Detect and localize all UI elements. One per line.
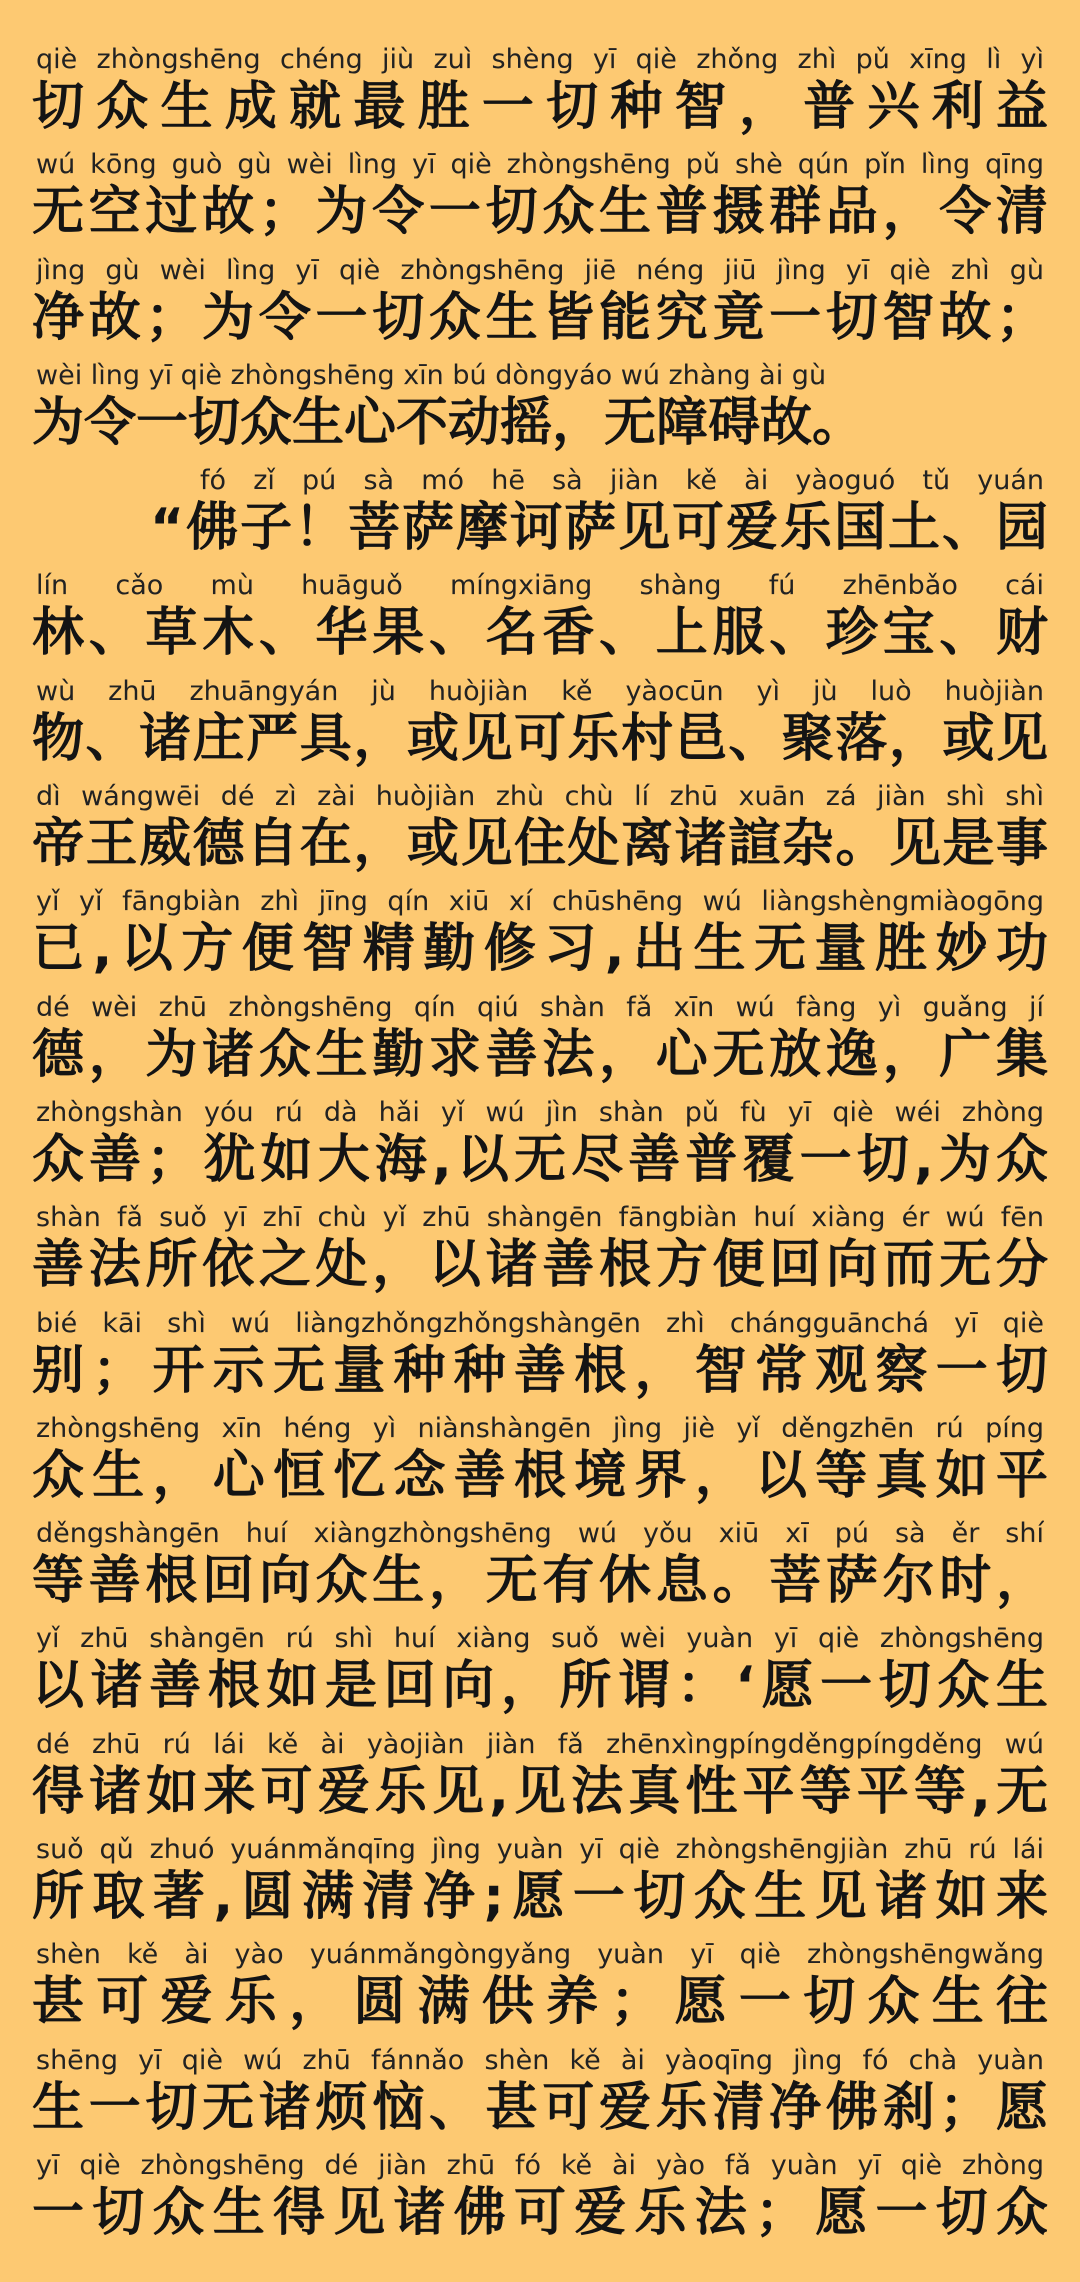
pinyin-annotation: suǒ qǔ zhuó yuánmǎnqīng jìng yuàn yī qiè zhòngshēngjiàn zhū rú lái xyxy=(36,1834,1044,1866)
text-line xyxy=(0,147,1080,252)
chinese-text: 为令一切众生心不动摇，无障碍故。 xyxy=(32,392,865,453)
chinese-text: 帝王威德自在，或见住处离诸諠杂。见是事 xyxy=(32,814,1048,875)
chinese-text: 无空过故；为令一切众生普摄群品，令清 xyxy=(32,182,1048,243)
pinyin-annotation: lín cǎo mù huāguǒ míngxiāng shàng fú zhēnbǎo cái xyxy=(36,570,1044,602)
pinyin-annotation: děngshàngēn huí xiàngzhòngshēng wú yǒu xiū xī pú sà ěr shí xyxy=(36,1518,1044,1550)
chinese-text: 德，为诸众生勤求善法，心无放逸，广集 xyxy=(32,1024,1048,1085)
text-line xyxy=(0,1095,1080,1200)
chinese-text: 已,以方便智精勤修习,出生无量胜妙功 xyxy=(32,919,1048,980)
pinyin-annotation: dé zhū rú lái kě ài yàojiàn jiàn fǎ zhēnxìngpíngděngpíngděng wú xyxy=(36,1728,1044,1760)
chinese-text: 净故；为令一切众生皆能究竟一切智故； xyxy=(32,287,1048,348)
pinyin-annotation: wèi lìng yī qiè zhòngshēng xīn bú dòngyáo wú zhàng ài gù xyxy=(36,359,827,391)
text-line xyxy=(0,2148,1080,2253)
text-line xyxy=(0,1621,1080,1726)
text-line xyxy=(0,674,1080,779)
chinese-text: 等善根回向众生，无有休息。菩萨尔时， xyxy=(32,1551,1048,1612)
text-line xyxy=(0,1727,1080,1832)
chinese-text: 以诸善根如是回向，所谓：‘愿一切众生 xyxy=(32,1656,1048,1717)
chinese-text: 物、诸庄严具，或见可乐村邑、聚落，或见 xyxy=(32,708,1048,769)
pinyin-annotation: yī qiè zhòngshēng dé jiàn zhū fó kě ài yào fǎ yuàn yī qiè zhòng xyxy=(36,2149,1044,2181)
text-line xyxy=(0,884,1080,989)
text-line xyxy=(0,1516,1080,1621)
text-line xyxy=(0,990,1080,1095)
text-line xyxy=(0,779,1080,884)
text-line xyxy=(0,2043,1080,2148)
text-line xyxy=(0,358,1080,463)
chinese-text: 所取著,圆满清净;愿一切众生见诸如来 xyxy=(32,1867,1048,1928)
chinese-text: 别；开示无量种种善根，智常观察一切 xyxy=(32,1340,1048,1401)
pinyin-annotation: dé wèi zhū zhòngshēng qín qiú shàn fǎ xīn wú fàng yì guǎng jí xyxy=(36,991,1044,1023)
text-line xyxy=(0,1200,1080,1305)
pinyin-annotation: jìng gù wèi lìng yī qiè zhòngshēng jiē néng jiū jìng yī qiè zhì gù xyxy=(36,254,1044,286)
pinyin-annotation: shèn kě ài yào yuánmǎngòngyǎng yuàn yī qiè zhòngshēngwǎng xyxy=(36,1939,1044,1971)
pinyin-annotation: zhòngshēng xīn héng yì niànshàngēn jìng jiè yǐ děngzhēn rú píng xyxy=(36,1412,1044,1444)
chinese-text: 林、草木、华果、名香、上服、珍宝、财 xyxy=(32,603,1048,664)
pinyin-annotation: bié kāi shì wú liàngzhǒngzhǒngshàngēn zhì chángguānchá yī qiè xyxy=(36,1307,1044,1339)
chinese-text: 一切众生得见诸佛可爱乐法；愿一切众 xyxy=(32,2182,1048,2243)
text-line xyxy=(0,463,1080,568)
text-line xyxy=(0,1306,1080,1411)
pinyin-annotation: zhòngshàn yóu rú dà hǎi yǐ wú jìn shàn pǔ fù yī qiè wéi zhòng xyxy=(36,1096,1044,1128)
pinyin-annotation: wù zhū zhuāngyán jù huòjiàn kě yàocūn yì jù luò huòjiàn xyxy=(36,675,1044,707)
pinyin-annotation: shàn fǎ suǒ yī zhī chù yǐ zhū shàngēn fāngbiàn huí xiàng ér wú fēn xyxy=(36,1202,1044,1234)
chinese-text: 众生，心恒忆念善根境界，以等真如平 xyxy=(32,1445,1048,1506)
pinyin-annotation: fó zǐ pú sà mó hē sà jiàn kě ài yàoguó tǔ yuán xyxy=(200,465,1044,497)
text-line xyxy=(0,253,1080,358)
chinese-text: 甚可爱乐，圆满供养；愿一切众生往 xyxy=(32,1972,1048,2033)
text-line xyxy=(0,568,1080,673)
text-line xyxy=(0,1832,1080,1937)
chinese-text: 得诸如来可爱乐见,见法真性平等平等,无 xyxy=(32,1761,1048,1822)
pinyin-annotation: yǐ yǐ fāngbiàn zhì jīng qín xiū xí chūshēng wú liàngshèngmiàogōng xyxy=(36,886,1044,918)
text-line xyxy=(0,1411,1080,1516)
pinyin-annotation: dì wángwēi dé zì zài huòjiàn zhù chù lí zhū xuān zá jiàn shì shì xyxy=(36,781,1044,813)
chinese-text: “佛子！菩萨摩诃萨见可爱乐国土、园 xyxy=(150,498,1048,559)
pinyin-annotation: yǐ zhū shàngēn rú shì huí xiàng suǒ wèi yuàn yī qiè zhòngshēng xyxy=(36,1623,1044,1655)
chinese-text: 生一切无诸烦恼、甚可爱乐清净佛刹；愿 xyxy=(32,2077,1048,2138)
chinese-text: 众善；犹如大海,以无尽善普覆一切,为众 xyxy=(32,1129,1048,1190)
pinyin-annotation: wú kōng guò gù wèi lìng yī qiè zhòngshēng pǔ shè qún pǐn lìng qīng xyxy=(36,149,1044,181)
text-line xyxy=(0,1937,1080,2042)
chinese-text: 善法所依之处，以诸善根方便回向而无分 xyxy=(32,1235,1048,1296)
pinyin-annotation: shēng yī qiè wú zhū fánnǎo shèn kě ài yàoqīng jìng fó chà yuàn xyxy=(36,2044,1044,2076)
chinese-text: 切众生成就最胜一切种智，普兴利益 xyxy=(32,77,1048,137)
text-line xyxy=(0,42,1080,147)
pinyin-annotation: qiè zhòngshēng chéng jiù zuì shèng yī qiè zhǒng zhì pǔ xīng lì yì xyxy=(36,44,1044,75)
